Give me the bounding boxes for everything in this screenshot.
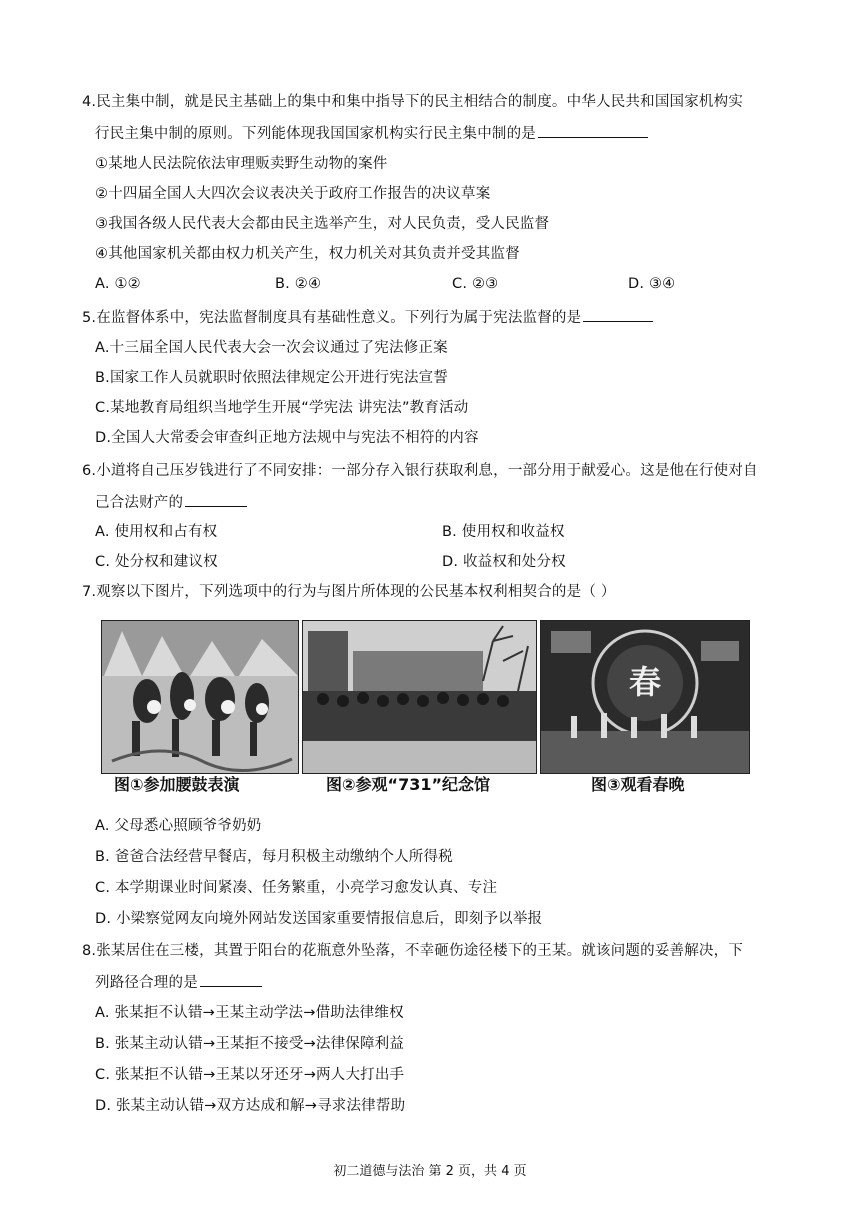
page-footer: 初二道德与法治 第 2 页，共 4 页 [333, 1164, 527, 1179]
q8-stem-line2: 列路径合理的是 [95, 972, 262, 993]
q4-option-d[interactable]: D. ③④ [628, 276, 676, 292]
q4-item-1: ①某地人民法院依法审理贩卖野生动物的案件 [95, 156, 388, 172]
q8-option-c[interactable]: C. 张某拒不认错→王某以牙还牙→两人大打出手 [95, 1067, 405, 1083]
q7-stem: 7.观察以下图片，下列选项中的行为与图片所体现的公民基本权利相契合的是（ ） [82, 584, 616, 600]
q5-option-a[interactable]: A.十三届全国人民代表大会一次会议通过了宪法修正案 [95, 340, 448, 356]
q4-stem-line2: 行民主集中制的原则。下列能体现我国国家机构实行民主集中制的是 [95, 123, 648, 144]
photo3-character: 春 [628, 663, 661, 701]
q7-option-c[interactable]: C. 本学期课业时间紧凑、任务繁重，小亮学习愈发认真、专注 [95, 880, 498, 896]
q6-option-d[interactable]: D. 收益权和处分权 [442, 554, 566, 570]
q4-item-4: ④其他国家机关都由权力机关产生，权力机关对其负责并受其监督 [95, 246, 520, 262]
q7-option-b[interactable]: B. 爸爸合法经营早餐店，每月积极主动缴纳个人所得税 [95, 849, 453, 865]
answer-blank[interactable] [185, 492, 247, 507]
q4-stem-line1: 4.民主集中制，就是民主基础上的集中和集中指导下的民主相结合的制度。中华人民共和国国家机构实 [82, 94, 744, 110]
q8-option-b[interactable]: B. 张某主动认错→王某拒不接受→法律保障利益 [95, 1036, 405, 1052]
q4-option-a[interactable]: A. ①② [95, 276, 141, 292]
q5-option-c[interactable]: C.某地教育局组织当地学生开展“学宪法 讲宪法”教育活动 [95, 400, 469, 416]
q4-item-2: ②十四届全国人大四次会议表决关于政府工作报告的决议草案 [95, 186, 491, 202]
q6-stem-line1: 6.小道将自己压岁钱进行了不同安排：一部分存入银行获取利息，一部分用于献爱心。这是他在行使对自 [82, 463, 758, 479]
photo-drum-performance [101, 620, 299, 774]
caption-photo-1: 图①参加腰鼓表演 [114, 775, 240, 794]
photo-memorial-visit [302, 620, 537, 774]
q5-stem: 5.在监督体系中，宪法监督制度具有基础性意义。下列行为属于宪法监督的是 [82, 307, 653, 328]
answer-blank[interactable] [200, 972, 262, 987]
photo-spring-gala [540, 620, 750, 774]
q6-option-a[interactable]: A. 使用权和占有权 [95, 524, 218, 540]
q8-option-a[interactable]: A. 张某拒不认错→王某主动学法→借助法律维权 [95, 1005, 404, 1021]
q6-option-c[interactable]: C. 处分权和建议权 [95, 554, 218, 570]
q7-option-a[interactable]: A. 父母悉心照顾爷爷奶奶 [95, 818, 262, 834]
q4-option-b[interactable]: B. ②④ [275, 276, 322, 292]
caption-photo-2: 图②参观“731”纪念馆 [326, 775, 490, 794]
q4-option-c[interactable]: C. ②③ [452, 276, 499, 292]
q8-stem-line1: 8.张某居住在三楼，其置于阳台的花瓶意外坠落，不幸砸伤途径楼下的王某。就该问题的妥善解决，下 [82, 943, 744, 959]
answer-blank[interactable] [538, 123, 648, 138]
q5-option-d[interactable]: D.全国人大常委会审查纠正地方法规中与宪法不相符的内容 [95, 430, 479, 446]
caption-photo-3: 图③观看春晚 [591, 775, 685, 794]
q6-option-b[interactable]: B. 使用权和收益权 [442, 524, 565, 540]
q5-option-b[interactable]: B.国家工作人员就职时依照法律规定公开进行宪法宣誓 [95, 370, 449, 386]
q7-option-d[interactable]: D. 小梁察觉网友向境外网站发送国家重要情报信息后，即刻予以举报 [95, 911, 543, 927]
q4-item-3: ③我国各级人民代表大会都由民主选举产生，对人民负责，受人民监督 [95, 216, 550, 232]
q6-stem-line2: 己合法财产的 [95, 492, 247, 513]
answer-blank[interactable] [583, 307, 653, 322]
q8-option-d[interactable]: D. 张某主动认错→双方达成和解→寻求法律帮助 [95, 1098, 406, 1114]
